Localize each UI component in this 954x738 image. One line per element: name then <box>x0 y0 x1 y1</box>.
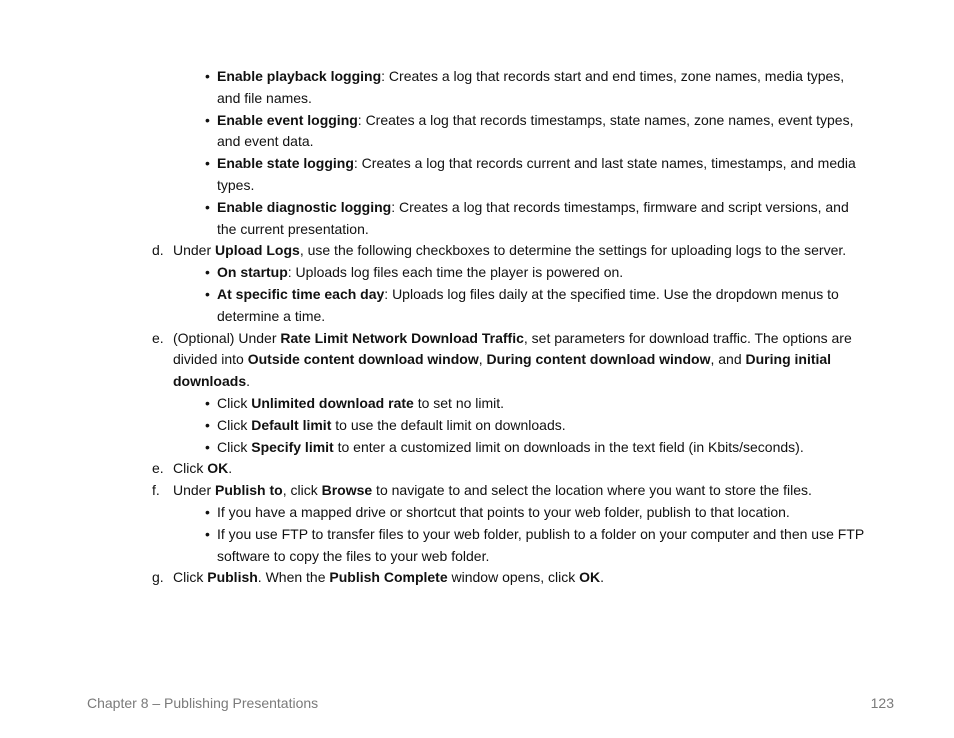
footer-page-number: 123 <box>870 695 894 711</box>
option-description: : Creates a log that records start and end times, zone names, media types, and file names. <box>217 68 845 106</box>
bullet-text: to set no limit. <box>413 394 505 411</box>
step-text: . When the <box>257 569 330 586</box>
step-marker: e. <box>152 329 164 346</box>
bullet-item-mapped-drive <box>0 502 954 524</box>
bullet-icon: • <box>205 525 210 542</box>
bullet-icon: • <box>205 111 210 128</box>
ui-term: Outside content download window <box>247 351 479 368</box>
step-text: . <box>228 460 233 477</box>
step-marker: d. <box>152 242 164 259</box>
bullet-icon: • <box>205 503 210 520</box>
step-text: , set parameters for download traffic. The options are divided into <box>173 329 852 368</box>
bullet-item-unlimited-rate <box>0 393 954 415</box>
option-name: Enable event logging <box>217 111 358 128</box>
bullet-text: to enter a customized limit on downloads in the text field (in Kbits/seconds). <box>333 438 804 455</box>
option-name: On startup <box>217 264 288 281</box>
bullet-item-event-logging <box>0 110 954 154</box>
option-description: : Uploads log files each time the player is powered on. <box>287 264 624 281</box>
bullet-item-diagnostic-logging <box>0 197 954 241</box>
bullet-item-default-limit <box>0 415 954 437</box>
bullet-icon: • <box>205 264 210 281</box>
step-text: Click <box>173 460 208 477</box>
step-text: Under <box>173 482 216 499</box>
option-name: At specific time each day <box>217 285 385 302</box>
bullet-icon: • <box>205 155 210 172</box>
ui-term: Publish <box>207 569 258 586</box>
bullet-item-ftp <box>0 524 954 568</box>
bullet-text: Click <box>217 394 252 411</box>
bullet-item-specific-time <box>0 284 954 328</box>
option-name: Enable state logging <box>217 155 354 172</box>
option-name: Enable playback logging <box>217 68 382 84</box>
bullet-item-on-startup <box>0 262 954 284</box>
step-f-publish-to <box>0 480 954 502</box>
step-text: (Optional) Under <box>173 329 281 346</box>
ui-term: Specify limit <box>251 438 334 455</box>
bullet-icon: • <box>205 438 210 455</box>
step-text: , and <box>710 351 746 368</box>
step-d-upload-logs <box>0 240 954 262</box>
option-description: : Uploads log files daily at the specified time. Use the dropdown menus to determine a time. <box>217 285 839 324</box>
option-description: : Creates a log that records current and last state names, timestamps, and media types. <box>217 155 856 193</box>
bullet-text: Click <box>217 416 252 433</box>
step-marker: g. <box>152 569 164 586</box>
ui-term: Default limit <box>251 416 332 433</box>
ui-term: During content download window <box>486 351 711 368</box>
step-text: . <box>246 373 251 390</box>
bullet-icon: • <box>205 285 210 302</box>
step-text: , <box>478 351 487 368</box>
bullet-item-playback-logging <box>0 66 954 110</box>
bullet-icon: • <box>205 198 210 215</box>
bullet-item-specify-limit <box>0 437 954 459</box>
bullet-text: Click <box>217 438 252 455</box>
bullet-text: If you use FTP to transfer files to your web folder, publish to a folder on your computer and then use FTP software to copy the files to your web folder. <box>217 525 864 564</box>
ui-term: Browse <box>321 482 373 499</box>
bullet-text: If you have a mapped drive or shortcut that points to your web folder, publish to that location. <box>217 503 790 520</box>
bullet-icon: • <box>205 394 210 411</box>
step-text: Under <box>173 242 216 259</box>
ui-term: Unlimited download rate <box>251 394 414 411</box>
ui-term: Publish to <box>215 482 283 499</box>
step-text: . <box>600 569 605 586</box>
bullet-icon: • <box>205 68 210 84</box>
step-text: , use the following checkboxes to determine the settings for uploading logs to the server. <box>299 242 847 259</box>
step-text: to navigate to and select the location where you want to store the files. <box>372 482 812 499</box>
step-marker: e. <box>152 460 164 477</box>
ui-term: During initial downloads <box>173 351 832 390</box>
option-name: Enable diagnostic logging <box>217 198 392 215</box>
step-e-rate-limit <box>0 328 954 393</box>
bullet-item-state-logging <box>0 153 954 197</box>
step-g-publish <box>0 567 954 589</box>
ui-term: OK <box>207 460 229 477</box>
option-description: : Creates a log that records timestamps, state names, zone names, event types, and event data. <box>217 111 854 150</box>
step-text: Click <box>173 569 208 586</box>
bullet-text: to use the default limit on downloads. <box>331 416 566 433</box>
step-text: window opens, click <box>447 569 580 586</box>
step-e-click-ok <box>0 458 954 480</box>
option-description: : Creates a log that records timestamps, firmware and script versions, and the current presentation. <box>217 198 849 237</box>
ui-term: Publish Complete <box>329 569 448 586</box>
bullet-icon: • <box>205 416 210 433</box>
ui-term: Upload Logs <box>215 242 300 259</box>
ui-term: OK <box>579 569 601 586</box>
step-marker: f. <box>152 482 160 499</box>
footer-chapter-title: Chapter 8 – Publishing Presentations <box>87 695 319 711</box>
ui-term: Rate Limit Network Download Traffic <box>280 329 524 346</box>
instruction-list <box>0 66 954 589</box>
step-text: , click <box>282 482 322 499</box>
